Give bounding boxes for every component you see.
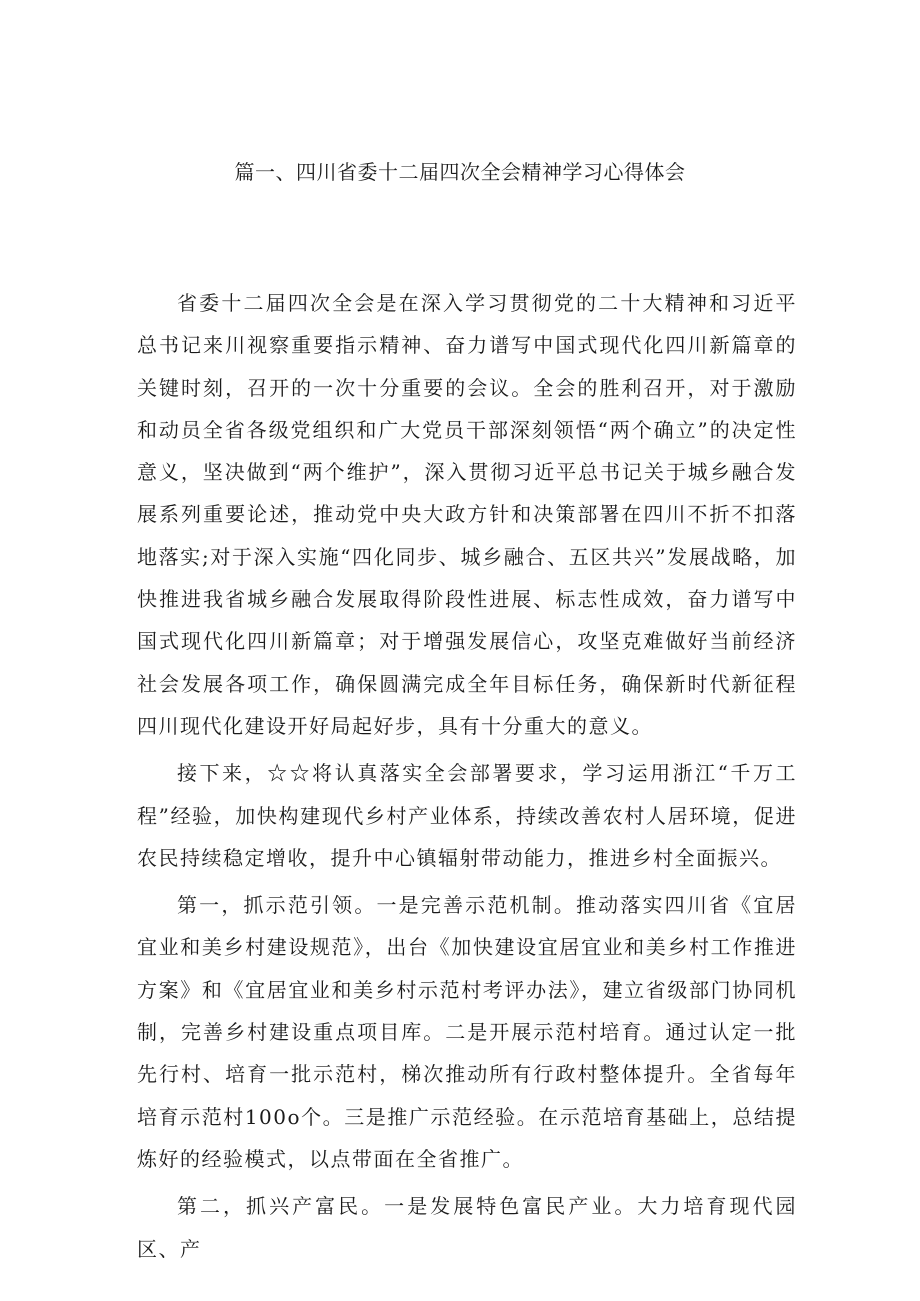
paragraph-next-steps: 接下来，☆☆将认真落实全会部署要求，学习运用浙江“千万工程”经验，加快构建现代乡村产业体系，持续改善农村人居环境，促进农民持续稳定增收，提升中心镇辐射带动能力，推进乡村全面振兴。 [137,761,797,870]
paragraph-first-demonstration: 第一，抓示范引领。一是完善示范机制。推动落实四川省《宜居宜业和美乡村建设规范》，出台《加快建设宜居宜业和美乡村工作推进方案》和《宜居宜业和美乡村示范村考评办法》，建立省级部门协同机制，完善乡村建设重点项目库。二是开展示范村培育。通过认定一批先行村、培育一批示范村，梯次推动所有行政村整体提升。全省每年培育示范村100o个。三是推广示范经验。在示范培育基础上，总结提炼好的经验模式，以点带面在全省推广。 [137,893,797,1171]
paragraph-second-industry: 第二，抓兴产富民。一是发展特色富民产业。大力培育现代园区、产 [137,1194,797,1261]
document-body [137,282,797,1275]
document-title: 篇一、四川省委十二届四次全会精神学习心得体会 [234,160,686,184]
paragraph-intro: 省委十二届四次全会是在深入学习贯彻党的二十大精神和习近平总书记来川视察重要指示精神、奋力谱写中国式现代化四川新篇章的关键时刻，召开的一次十分重要的会议。全会的胜利召开，对于激励和动员全省各级党组织和广大党员干部深刻领悟“两个确立”的决定性意义，坚决做到“两个维护”，深入贯彻习近平总书记关于城乡融合发展系列重要论述，推动党中央大政方针和决策部署在四川不折不扣落地落实;对于深入实施“四化同步、城乡融合、五区共兴”发展战略，加快推进我省城乡融合发展取得阶段性进展、标志性成效，奋力谱写中国式现代化四川新篇章；对于增强发展信心，攻坚克难做好当前经济社会发展各项工作，确保圆满完成全年目标任务，确保新时代新征程四川现代化建设开好局起好步，具有十分重大的意义。 [137,291,797,738]
